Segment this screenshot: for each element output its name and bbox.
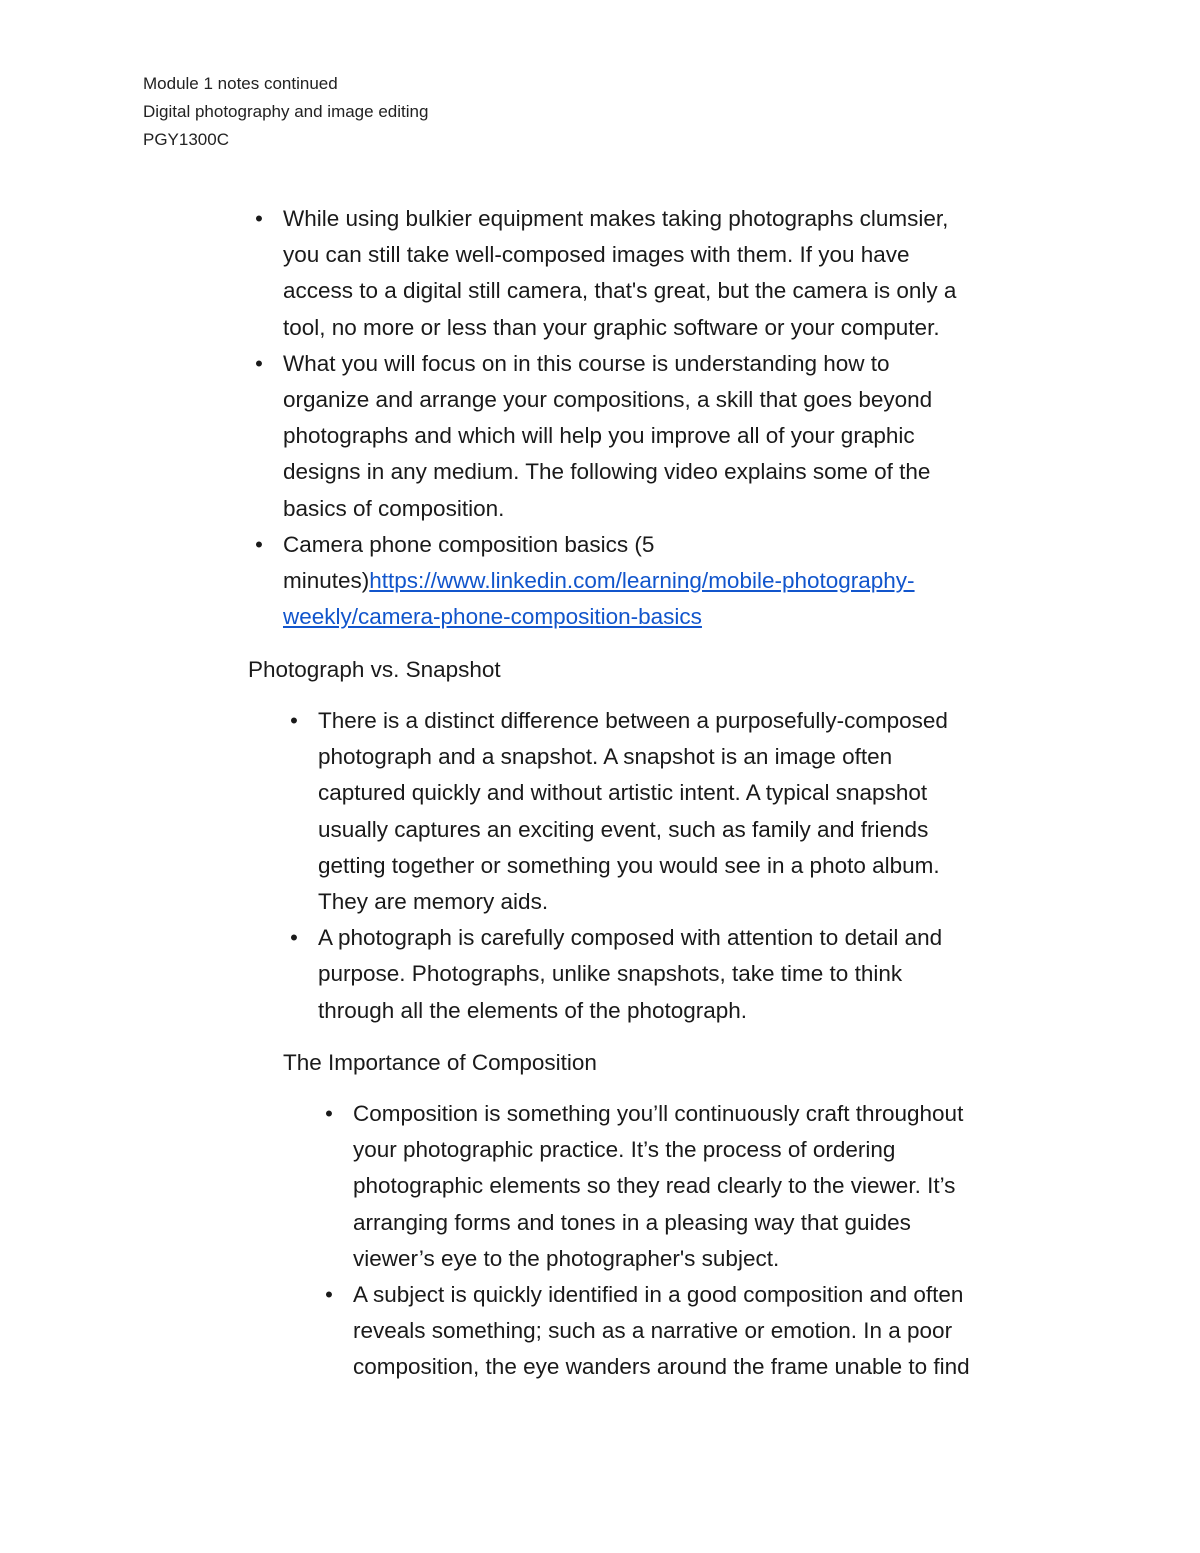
text-line: photographic elements so they read clearly to the viewer. It’s bbox=[353, 1173, 956, 1199]
bullet-icon: • bbox=[325, 1282, 333, 1308]
video-link-continued[interactable]: weekly/camera-phone-composition-basics bbox=[283, 604, 702, 630]
bullet-list-composition bbox=[325, 1096, 970, 1386]
section-heading-importance-of-composition: The Importance of Composition bbox=[283, 1050, 597, 1075]
text-line: photographs and which will help you improve all of your graphic bbox=[283, 423, 915, 449]
text-line: Camera phone composition basics (5 bbox=[283, 531, 655, 557]
text-line: Composition is something you’ll continuously craft throughout bbox=[353, 1101, 964, 1126]
text-line: getting together or something you would see in a photo album. bbox=[318, 852, 940, 878]
text-line: designs in any medium. The following video explains some of the bbox=[283, 459, 931, 485]
header-course-name: Digital photography and image editing bbox=[143, 102, 429, 121]
list-item bbox=[290, 920, 948, 1029]
text-line: viewer’s eye to the photographer's subject. bbox=[353, 1245, 780, 1271]
text-line: you can still take well-composed images with them. If you have bbox=[283, 242, 910, 268]
bullet-list-snapshot bbox=[290, 703, 948, 1029]
text-line: They are memory aids. bbox=[318, 889, 549, 915]
bullet-icon: • bbox=[255, 206, 263, 231]
bullet-icon: • bbox=[255, 350, 263, 376]
bullet-icon: • bbox=[290, 925, 298, 951]
list-item bbox=[290, 703, 948, 920]
text-line: arranging forms and tones in a pleasing way that guides bbox=[353, 1209, 911, 1235]
text-line: through all the elements of the photograph. bbox=[318, 997, 748, 1023]
bullet-icon: • bbox=[325, 1101, 333, 1126]
text-line: A subject is quickly identified in a good composition and often bbox=[353, 1282, 964, 1308]
bullet-list-equipment bbox=[255, 201, 957, 635]
text-line: photograph and a snapshot. A snapshot is an image often bbox=[318, 744, 893, 770]
text-line: There is a distinct difference between a purposefully-composed bbox=[318, 708, 948, 733]
text-line: basics of composition. bbox=[283, 495, 505, 521]
bullet-icon: • bbox=[290, 708, 298, 733]
text-line: What you will focus on in this course is understanding how to bbox=[283, 350, 890, 376]
text-line bbox=[283, 599, 956, 635]
text-line: usually captures an exciting event, such as family and friends bbox=[318, 816, 929, 842]
text-line: access to a digital still camera, that's great, but the camera is only a bbox=[283, 278, 957, 304]
video-duration-text: minutes) bbox=[283, 568, 370, 594]
list-item bbox=[255, 346, 956, 527]
text-line: organize and arrange your compositions, a skill that goes beyond bbox=[283, 387, 933, 413]
text-line: tool, no more or less than your graphic software or your computer. bbox=[283, 314, 940, 340]
list-item bbox=[325, 1096, 970, 1277]
list-item bbox=[325, 1277, 970, 1386]
header-course-code: PGY1300C bbox=[143, 130, 229, 149]
list-item-video bbox=[255, 527, 956, 636]
text-line: your photographic practice. It’s the process of ordering bbox=[353, 1137, 896, 1163]
text-line: A photograph is carefully composed with attention to detail and bbox=[318, 925, 943, 951]
text-line: While using bulkier equipment makes taking photographs clumsier, bbox=[283, 206, 949, 231]
text-line: captured quickly and without artistic intent. A typical snapshot bbox=[318, 780, 928, 806]
text-line: reveals something; such as a narrative or emotion. In a poor bbox=[353, 1318, 953, 1344]
section-heading-photograph-vs-snapshot: Photograph vs. Snapshot bbox=[248, 657, 501, 682]
text-line bbox=[283, 563, 956, 599]
text-line: purpose. Photographs, unlike snapshots, take time to think bbox=[318, 961, 903, 987]
header-module-title: Module 1 notes continued bbox=[143, 74, 338, 93]
document-header bbox=[143, 70, 428, 154]
text-line: composition, the eye wanders around the frame unable to find bbox=[353, 1354, 970, 1380]
list-item bbox=[255, 201, 957, 346]
bullet-icon: • bbox=[255, 531, 263, 557]
video-link[interactable]: https://www.linkedin.com/learning/mobile-photography- bbox=[369, 568, 915, 594]
